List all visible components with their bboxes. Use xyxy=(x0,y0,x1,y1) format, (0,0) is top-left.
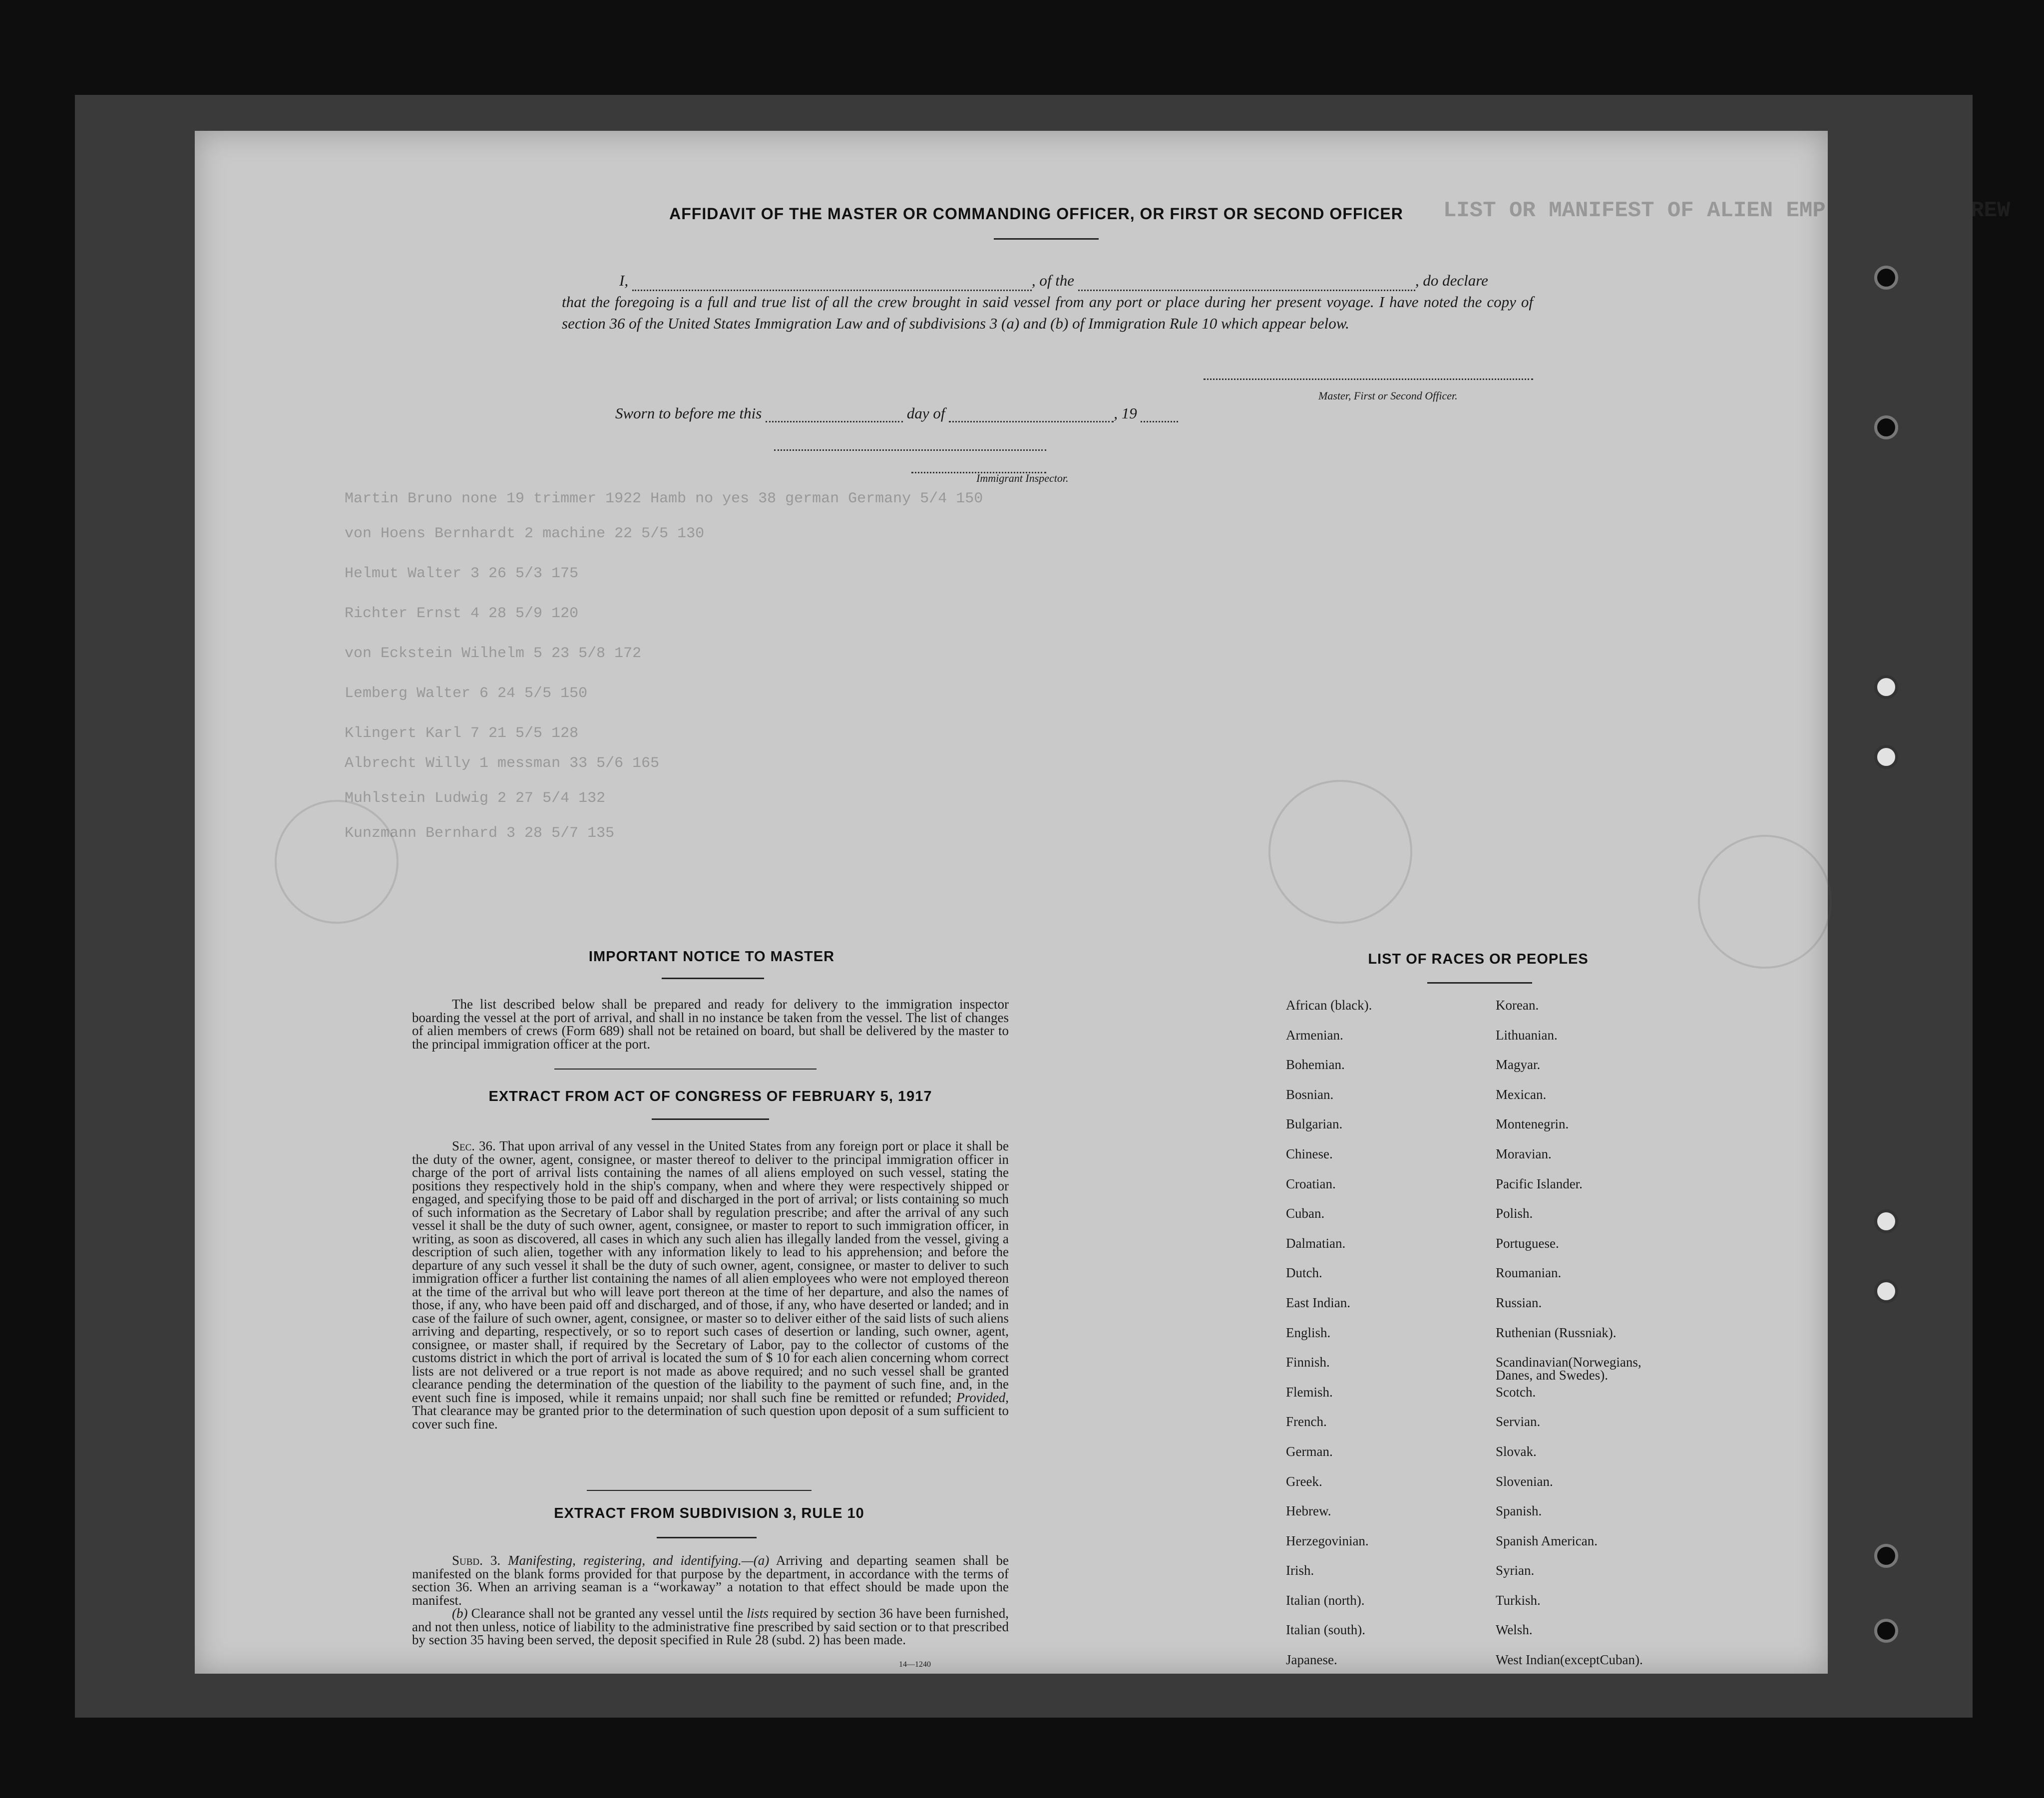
race-item-left: Armenian. xyxy=(1286,1027,1343,1043)
race-item-right: West Indian(exceptCuban). xyxy=(1496,1652,1643,1668)
bleed-through-text: Muhlstein Ludwig 2 27 5/4 132 xyxy=(345,790,606,807)
race-item-right: Lithuanian. xyxy=(1496,1027,1558,1043)
race-item-right: Slovak. xyxy=(1496,1443,1537,1459)
binder-hole xyxy=(1874,1279,1898,1303)
act-section-36: Sec. 36. That upon arrival of any vessel in the United States from any foreign port or place it shall be the duty of the owner, agent, consignee, or master thereof to deliver to the principal immigration officer in charge of the port of arrival lists containing the names of all aliens employed on such vessel, stating the positions they respectively hold in the ship's company, when and where they were respectively shipped or engaged, and specifying those to be paid off and discharged in the port of arrival; or lists containing so much of such information as the Secretary of Labor shall by regulation prescribe; and after the arrival of any such vessel it shall be the duty of such owner, agent, consignee, or master to report to such immigration officer, in writing, as soon as discovered, all cases in which any such alien has illegally landed from the vessel, giving a description of such alien, together with any information likely to lead to his apprehension; and before the departure of any such vessel it shall be the duty of such owner, agent, consignee, or master to deliver to such immigration officer a further list containing the names of all alien employees who were not employed thereon at the time of the arrival but who will leave port thereon at the time of her departure, and also the names of those, if any, who have been paid off and discharged, and of those, if any, who have deserted or landed; and in case of the failure of such owner, agent, consignee, or master so to deliver either of the said lists of such aliens arriving and departing, respectively, or so to report such cases of desertion or landing, such owner, agent, consignee, or master shall, if required by the Secretary of Labor, pay to the collector of customs of the customs district in which the port of arrival is located the sum of $ 10 for each alien concerning whom correct lists are not delivered or a true report is not made as above required; and no such vessel shall be granted clearance pending the determination of the question of the liability to the payment of such fine, and, in the event such fine is imposed, while it remains unpaid; nor shall such fine be remitted or refunded; Provided, That clearance may be granted prior to the determination of such question upon deposit of a sum sufficient to cover such fine. xyxy=(412,1138,1009,1432)
inspector-signature-blank[interactable] xyxy=(774,449,1046,451)
race-item-left: French. xyxy=(1286,1414,1327,1430)
bleed-through-text: von Eckstein Wilhelm 5 23 5/8 172 xyxy=(345,645,642,662)
bleed-through-text: von Hoens Bernhardt 2 machine 22 5/5 130 xyxy=(345,525,705,542)
binder-hole xyxy=(1874,415,1898,439)
faint-stamp xyxy=(275,800,399,924)
race-item-left: Bosnian. xyxy=(1286,1086,1334,1102)
race-item-left: Dalmatian. xyxy=(1286,1235,1346,1251)
signature-caption: Master, First or Second Officer. xyxy=(1318,389,1458,402)
sworn-date-blank[interactable] xyxy=(766,421,903,422)
race-item-left: African (black). xyxy=(1286,998,1372,1013)
divider xyxy=(554,1069,817,1070)
affidavit-body xyxy=(562,270,1533,334)
divider xyxy=(662,978,764,979)
races-title: LIST OF RACES OR PEOPLES xyxy=(1368,951,1589,967)
race-item-left: Italian (north). xyxy=(1286,1592,1365,1608)
race-item-left: Dutch. xyxy=(1286,1265,1322,1281)
race-item-right: Syrian. xyxy=(1496,1563,1535,1578)
rule10-text xyxy=(412,1554,1009,1647)
race-item-left: Chinese. xyxy=(1286,1146,1333,1161)
binder-hole xyxy=(1874,1209,1898,1233)
faint-stamp xyxy=(1698,835,1832,969)
affidavit-line1: I, , of the , do declare xyxy=(562,270,1533,291)
bleed-through-text: Klingert Karl 7 21 5/5 128 xyxy=(345,725,579,742)
race-item-right: Scotch. xyxy=(1496,1384,1536,1400)
binder-hole xyxy=(1874,1544,1898,1568)
notice-title: IMPORTANT NOTICE TO MASTER xyxy=(588,949,835,965)
race-item-right: Moravian. xyxy=(1496,1146,1552,1161)
binder-hole xyxy=(1874,745,1898,769)
races-list xyxy=(1286,999,1705,1683)
affidavit-statement: that the foregoing is a full and true list of all the crew brought in said vessel from any port or place during her present voyage. I have noted the copy of section 36 of the United States Immigration Law and of subdivisions 3 (a) and (b) of Immigration Rule 10 which appear below. xyxy=(562,293,1533,332)
notice-text: The list described below shall be prepared and ready for delivery to the immigration inspector boarding the vessel at the port of arrival, and shall in no instance be taken from the vessel. The list of changes of alien members of crews (Form 689) shall not be retained on board, but shall be delivered by the master to the principal immigration officer at the port. xyxy=(412,997,1009,1052)
race-item-left: Irish. xyxy=(1286,1563,1314,1578)
sworn-line: Sworn to before me this day of , 19 xyxy=(615,404,1178,422)
race-item-left: Bohemian. xyxy=(1286,1057,1345,1073)
inspector-caption: Immigrant Inspector. xyxy=(976,472,1069,484)
divider xyxy=(657,1537,757,1538)
race-item-right: Slovenian. xyxy=(1496,1473,1553,1489)
race-item-right: Pacific Islander. xyxy=(1496,1176,1583,1191)
race-item-left: Herzegovinian. xyxy=(1286,1533,1369,1548)
divider xyxy=(652,1118,769,1120)
affidavit-title: AFFIDAVIT OF THE MASTER OR COMMANDING OFFICER, OR FIRST OR SECOND OFFICER xyxy=(669,205,1403,223)
race-item-left: German. xyxy=(1286,1443,1333,1459)
sworn-year-blank[interactable] xyxy=(1141,421,1178,422)
race-item-right: Scandinavian(Norwegians, Danes, and Swedes). xyxy=(1496,1355,1641,1383)
race-item-right: Ruthenian (Russniak). xyxy=(1496,1325,1617,1340)
divider xyxy=(587,1490,812,1491)
race-item-right: Polish. xyxy=(1496,1206,1533,1221)
race-item-right: Spanish American. xyxy=(1496,1533,1598,1548)
divider xyxy=(994,238,1099,240)
act-title: EXTRACT FROM ACT OF CONGRESS OF FEBRUARY 5, 1917 xyxy=(488,1088,932,1104)
binder-hole xyxy=(1874,1619,1898,1643)
divider xyxy=(1427,982,1532,984)
race-item-right: Mexican. xyxy=(1496,1086,1547,1102)
race-item-right: Spanish. xyxy=(1496,1503,1542,1519)
race-item-left: Hebrew. xyxy=(1286,1503,1331,1519)
race-item-right: Magyar. xyxy=(1496,1057,1541,1073)
race-item-left: Finnish. xyxy=(1286,1355,1330,1370)
signature-blank[interactable] xyxy=(1204,378,1533,380)
race-item-left: English. xyxy=(1286,1325,1331,1340)
race-item-left: East Indian. xyxy=(1286,1295,1350,1310)
rule10-para-a: Subd. 3. Manifesting, registering, and identifying.—(a) Arriving and departing seamen shall be manifested on the blank forms provided for that purpose by the department, in accordance with the terms of section 36. When an arriving seaman is a “workaway” a notation to that effect should be made upon the manifest. xyxy=(412,1553,1009,1608)
sworn-month-blank[interactable] xyxy=(949,421,1114,422)
race-item-right: Welsh. xyxy=(1496,1622,1533,1638)
race-item-right: Portuguese. xyxy=(1496,1235,1559,1251)
race-item-right: Russian. xyxy=(1496,1295,1542,1310)
race-item-right: Servian. xyxy=(1496,1414,1541,1430)
bleed-through-text: Albrecht Willy 1 messman 33 5/6 165 xyxy=(345,755,660,772)
bleed-through-text: LIST OR MANIFEST OF ALIEN EMPLOYEES OF CREW xyxy=(1443,198,2011,223)
race-item-left: Japanese. xyxy=(1286,1652,1337,1668)
faint-stamp xyxy=(1268,780,1412,924)
race-item-right: Roumanian. xyxy=(1496,1265,1562,1281)
bleed-through-text: Helmut Walter 3 26 5/3 175 xyxy=(345,565,579,582)
race-item-left: Italian (south). xyxy=(1286,1622,1365,1638)
race-item-left: Cuban. xyxy=(1286,1206,1325,1221)
race-item-right: Korean. xyxy=(1496,998,1539,1013)
form-number: 14—1240 xyxy=(899,1660,931,1669)
binder-hole xyxy=(1874,266,1898,290)
race-item-left: Flemish. xyxy=(1286,1384,1333,1400)
rule10-title: EXTRACT FROM SUBDIVISION 3, RULE 10 xyxy=(554,1505,864,1521)
race-item-right: Montenegrin. xyxy=(1496,1116,1569,1132)
race-item-left: Greek. xyxy=(1286,1473,1322,1489)
rule10-para-b: (b) Clearance shall not be granted any vessel until the lists required by section 36 have been furnished, and not then unless, notice of liability to the administrative fine prescribed by said section or to that prescribed by section 35 having been served, the deposit specified in Rule 28 (subd. 2) has been made. xyxy=(412,1606,1009,1647)
race-item-left: Croatian. xyxy=(1286,1176,1336,1191)
race-item-right: Turkish. xyxy=(1496,1592,1541,1608)
race-item-left: Bulgarian. xyxy=(1286,1116,1343,1132)
bleed-through-text: Richter Ernst 4 28 5/9 120 xyxy=(345,605,579,622)
bleed-through-text: Martin Bruno none 19 trimmer 1922 Hamb no yes 38 german Germany 5/4 150 xyxy=(345,490,983,507)
bleed-through-text: Kunzmann Bernhard 3 28 5/7 135 xyxy=(345,825,615,842)
bleed-through-text: Lemberg Walter 6 24 5/5 150 xyxy=(345,685,588,702)
binder-hole xyxy=(1874,675,1898,699)
